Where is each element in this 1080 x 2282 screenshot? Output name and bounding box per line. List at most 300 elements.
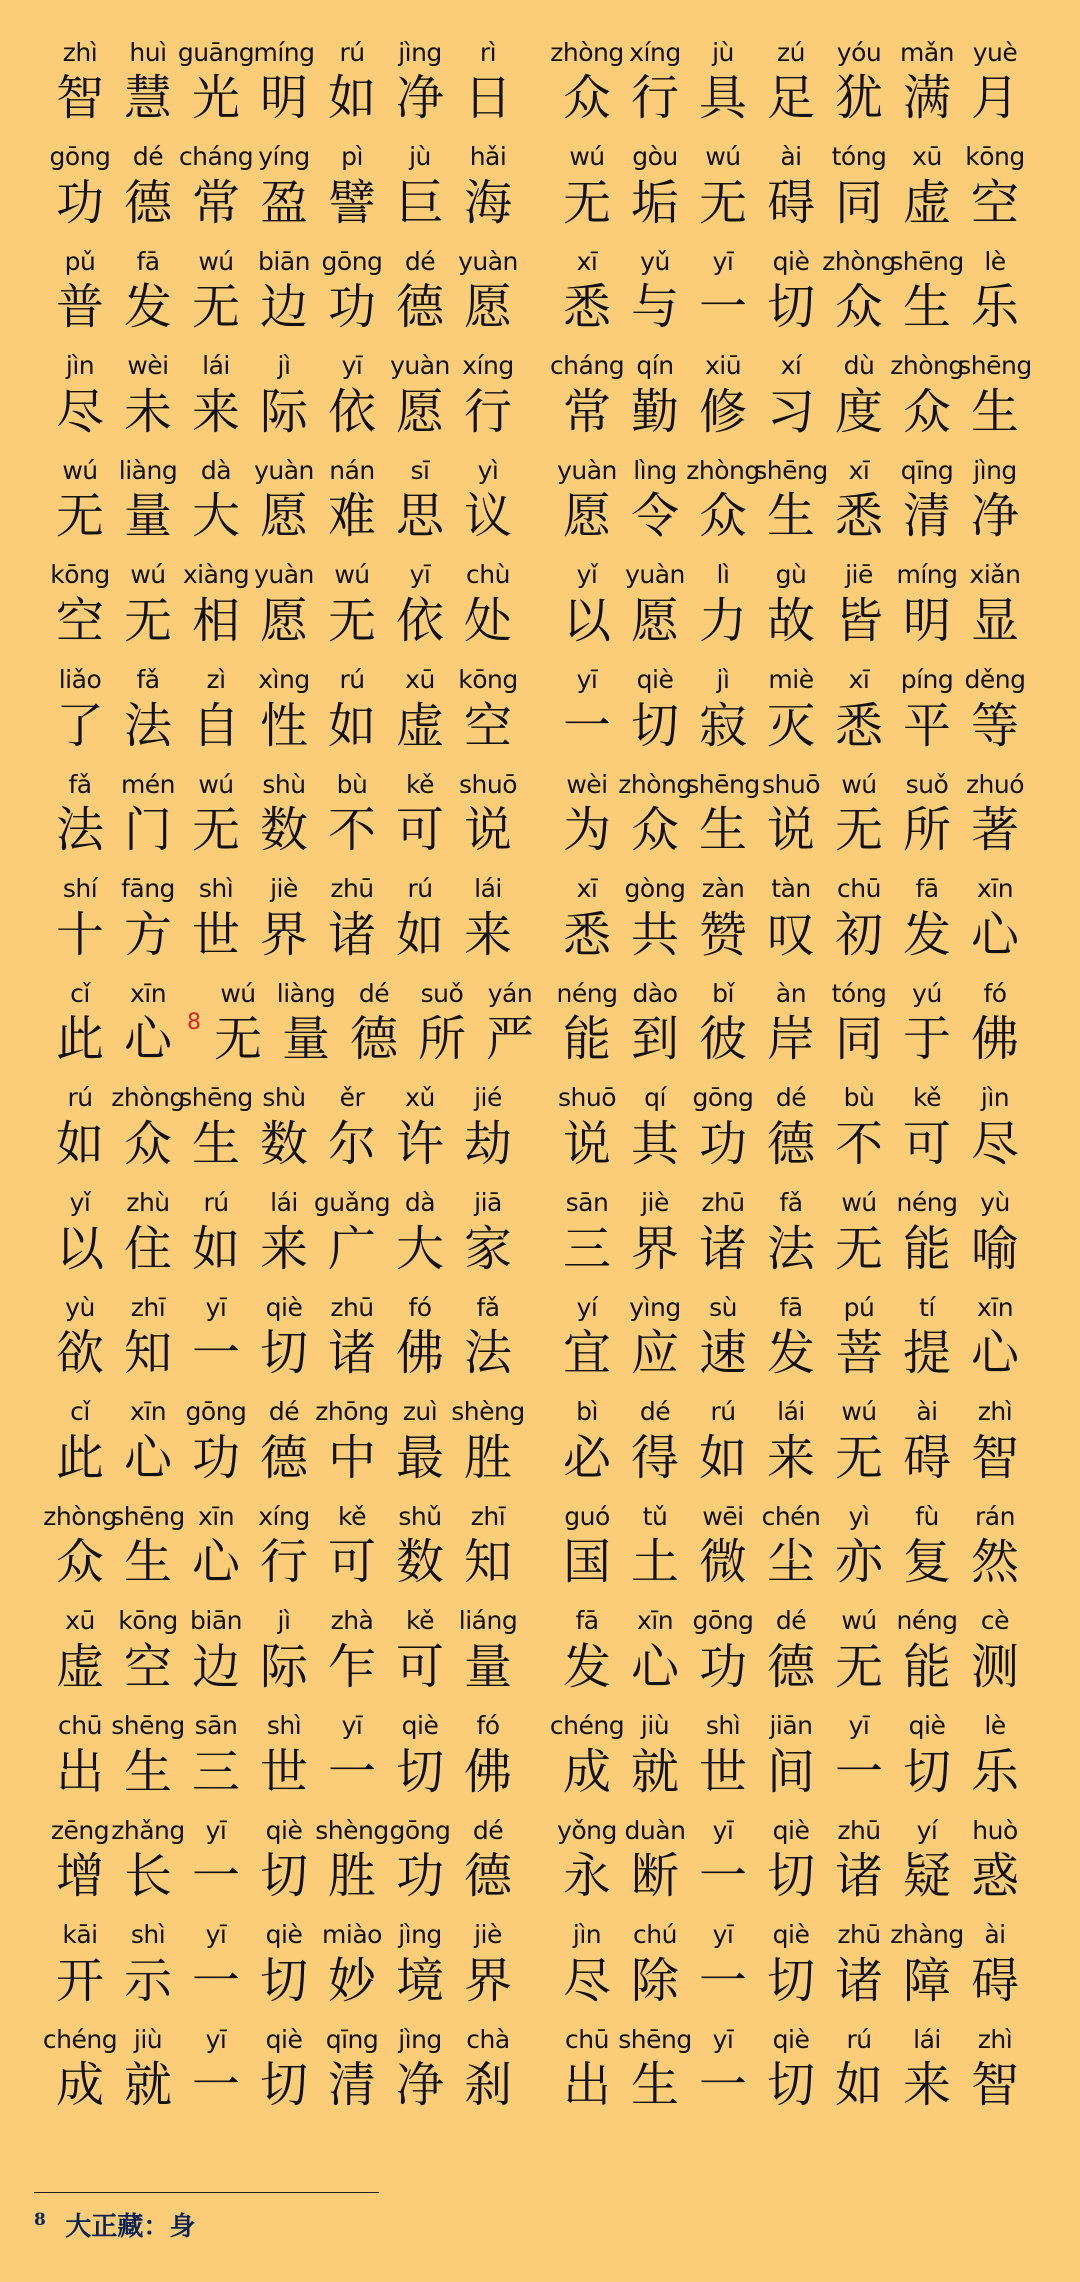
verse-line bbox=[46, 557, 544, 662]
hanzi-character: 量 bbox=[463, 1638, 512, 1695]
hanzi-character: 众 bbox=[834, 279, 883, 336]
hanzi-character: 赞 bbox=[698, 906, 747, 963]
verse-line bbox=[553, 1917, 1029, 2022]
verse-line bbox=[553, 1394, 1029, 1499]
hanzi-character: 出 bbox=[55, 1743, 104, 1800]
pinyin-syllable: jiē bbox=[845, 560, 873, 590]
pinyin-syllable: chéng bbox=[42, 2024, 118, 2054]
pinyin-syllable: guó bbox=[564, 1501, 610, 1531]
pinyin-syllable: jiù bbox=[133, 2024, 163, 2054]
hanzi-character: 复 bbox=[902, 1534, 951, 1591]
pinyin-syllable: wèi bbox=[566, 769, 608, 799]
hanzi-character: 勤 bbox=[630, 383, 679, 440]
pinyin-syllable: chén bbox=[761, 1501, 821, 1531]
hanzi-character: 性 bbox=[259, 697, 308, 754]
hanzi-character: 度 bbox=[834, 383, 883, 440]
pinyin-syllable: shuō bbox=[557, 1083, 616, 1113]
hanzi-character: 习 bbox=[766, 383, 815, 440]
hanzi-character: 诸 bbox=[327, 906, 376, 963]
pinyin-syllable: shēng bbox=[890, 246, 964, 276]
hanzi-character: 惑 bbox=[970, 1848, 1019, 1905]
hanzi-character: 同 bbox=[834, 1011, 883, 1068]
hanzi-character: 巨 bbox=[395, 174, 444, 231]
pinyin-syllable: shèng bbox=[315, 1815, 389, 1845]
pinyin-syllable: kě bbox=[406, 1606, 434, 1636]
hanzi-character: 法 bbox=[55, 802, 104, 859]
pinyin-row bbox=[43, 1498, 544, 1534]
hanzi-row bbox=[553, 1744, 1029, 1800]
verse-line bbox=[550, 34, 1029, 139]
verse-column-right bbox=[549, 34, 1032, 2126]
hanzi-character: 发 bbox=[766, 1325, 815, 1382]
pinyin-row bbox=[553, 766, 1029, 802]
hanzi-character: 最 bbox=[395, 1429, 444, 1486]
pinyin-syllable: kōng bbox=[965, 142, 1025, 172]
pinyin-syllable: yī bbox=[712, 1815, 734, 1845]
pinyin-row bbox=[46, 1708, 544, 1744]
hanzi-character: 诸 bbox=[698, 1220, 747, 1277]
pinyin-syllable: zhù bbox=[126, 1188, 170, 1218]
hanzi-character: 无 bbox=[327, 592, 376, 649]
pinyin-row bbox=[553, 452, 1029, 488]
pinyin-syllable: liáng bbox=[458, 1606, 518, 1636]
hanzi-character: 足 bbox=[766, 70, 815, 126]
hanzi-character: 界 bbox=[630, 1220, 679, 1277]
pinyin-row bbox=[46, 139, 544, 175]
pinyin-row bbox=[553, 871, 1029, 907]
pinyin-syllable: wú bbox=[569, 142, 605, 172]
pinyin-syllable: yóu bbox=[836, 37, 882, 67]
hanzi-character: 空 bbox=[55, 592, 104, 649]
pinyin-syllable: zhū bbox=[330, 874, 374, 904]
pinyin-syllable: dé bbox=[775, 1083, 807, 1113]
hanzi-character: 无 bbox=[191, 279, 240, 336]
hanzi-character: 了 bbox=[55, 697, 104, 754]
hanzi-character: 切 bbox=[766, 2057, 815, 2114]
hanzi-character: 叹 bbox=[766, 906, 815, 963]
pinyin-syllable: shù bbox=[262, 1083, 306, 1113]
pinyin-syllable: yī bbox=[848, 1711, 870, 1740]
hanzi-character: 增 bbox=[55, 1848, 104, 1905]
hanzi-row bbox=[46, 1848, 544, 1904]
hanzi-character: 依 bbox=[327, 383, 376, 440]
hanzi-character: 心 bbox=[970, 1325, 1019, 1382]
hanzi-character: 诸 bbox=[834, 1952, 883, 2009]
pinyin-syllable: shèng bbox=[451, 1397, 525, 1427]
hanzi-character: 成 bbox=[562, 1743, 611, 1800]
hanzi-character: 悉 bbox=[834, 488, 883, 545]
hanzi-character: 乍 bbox=[327, 1638, 376, 1695]
pinyin-syllable: qí bbox=[644, 1083, 666, 1113]
hanzi-character: 法 bbox=[463, 1325, 512, 1382]
hanzi-character: 可 bbox=[395, 802, 444, 859]
hanzi-character: 喻 bbox=[970, 1220, 1019, 1277]
footnote-marker-number: 8 bbox=[187, 1010, 201, 1036]
hanzi-character: 满 bbox=[902, 70, 951, 126]
pinyin-syllable: qiè bbox=[772, 1815, 810, 1845]
pinyin-syllable: yán bbox=[487, 978, 533, 1008]
pinyin-syllable: biān bbox=[190, 1606, 242, 1636]
pinyin-syllable: lái bbox=[474, 874, 502, 904]
hanzi-character: 生 bbox=[191, 1115, 240, 1172]
hanzi-character: 切 bbox=[766, 279, 815, 336]
pinyin-syllable: dù bbox=[843, 351, 875, 381]
hanzi-character: 显 bbox=[970, 592, 1019, 649]
hanzi-character: 净 bbox=[395, 2057, 444, 2114]
verse-line bbox=[553, 452, 1029, 557]
pinyin-syllable: suǒ bbox=[905, 769, 949, 799]
hanzi-character: 以 bbox=[562, 592, 611, 649]
verse-line bbox=[553, 2021, 1029, 2126]
pinyin-syllable: jiān bbox=[769, 1711, 813, 1740]
pinyin-syllable: sù bbox=[709, 1292, 737, 1322]
pinyin-syllable: cè bbox=[980, 1606, 1010, 1636]
pinyin-syllable: jì bbox=[277, 351, 291, 381]
hanzi-character: 尽 bbox=[562, 1952, 611, 2009]
hanzi-character: 与 bbox=[630, 279, 679, 336]
pinyin-row bbox=[46, 1289, 544, 1325]
hanzi-character: 说 bbox=[766, 802, 815, 859]
hanzi-character: 不 bbox=[834, 1115, 883, 1172]
hanzi-character: 家 bbox=[463, 1220, 512, 1277]
hanzi-character: 智 bbox=[970, 1429, 1019, 1486]
verse-line bbox=[42, 2021, 544, 2126]
pinyin-row bbox=[553, 1812, 1029, 1848]
hanzi-character: 尔 bbox=[327, 1115, 376, 1172]
pinyin-syllable: biān bbox=[258, 246, 310, 276]
hanzi-character: 平 bbox=[902, 697, 951, 754]
hanzi-character: 光 bbox=[191, 70, 240, 126]
hanzi-character: 示 bbox=[123, 1952, 172, 2009]
hanzi-character: 生 bbox=[698, 802, 747, 859]
hanzi-character: 常 bbox=[562, 383, 611, 440]
hanzi-character: 如 bbox=[55, 1115, 104, 1172]
pinyin-syllable: xū bbox=[912, 142, 942, 172]
pinyin-syllable: shēng bbox=[754, 455, 828, 485]
pinyin-syllable: xǔ bbox=[405, 1083, 435, 1113]
pinyin-syllable: xī bbox=[576, 874, 598, 904]
hanzi-character: 心 bbox=[123, 1011, 172, 1068]
pinyin-syllable: fā bbox=[575, 1606, 599, 1636]
verse-line bbox=[46, 1603, 544, 1708]
footnote-number: 8 bbox=[34, 2210, 46, 2230]
pinyin-syllable: xìng bbox=[258, 665, 310, 695]
pinyin-syllable: tóng bbox=[831, 142, 887, 172]
hanzi-character: 就 bbox=[123, 2057, 172, 2114]
pinyin-syllable: rú bbox=[339, 37, 365, 67]
verse-line bbox=[46, 975, 544, 1080]
hanzi-character: 能 bbox=[562, 1011, 611, 1068]
pinyin-syllable: wú bbox=[705, 142, 741, 172]
pinyin-syllable: zhòng bbox=[618, 769, 692, 799]
hanzi-character: 明 bbox=[259, 70, 308, 126]
verse-line bbox=[46, 1394, 544, 1499]
pinyin-syllable: jìng bbox=[398, 1920, 442, 1950]
pinyin-row bbox=[46, 452, 544, 488]
hanzi-row bbox=[46, 384, 544, 440]
pinyin-row bbox=[46, 975, 544, 1011]
pinyin-syllable: chū bbox=[58, 1711, 102, 1740]
pinyin-syllable: yuè bbox=[972, 37, 1018, 67]
pinyin-syllable: yí bbox=[916, 1815, 938, 1845]
hanzi-character: 切 bbox=[259, 2057, 308, 2114]
pinyin-syllable: lái bbox=[202, 351, 230, 381]
pinyin-syllable: jiè bbox=[641, 1188, 669, 1218]
hanzi-character: 大 bbox=[191, 488, 240, 545]
hanzi-row bbox=[46, 1430, 544, 1486]
pinyin-row bbox=[553, 1185, 1029, 1221]
pinyin-syllable: fā bbox=[779, 1292, 803, 1322]
hanzi-character: 为 bbox=[562, 802, 611, 859]
verse-line bbox=[43, 1498, 544, 1603]
verse-line bbox=[46, 662, 544, 767]
pinyin-syllable: kōng bbox=[118, 1606, 178, 1636]
pinyin-syllable: zhī bbox=[130, 1292, 166, 1322]
hanzi-character: 依 bbox=[395, 592, 444, 649]
pinyin-syllable: wú bbox=[198, 246, 234, 276]
hanzi-character: 慧 bbox=[123, 70, 172, 126]
hanzi-character: 灭 bbox=[766, 697, 815, 754]
hanzi-character: 严 bbox=[485, 1011, 534, 1068]
verse-line bbox=[46, 1080, 544, 1185]
hanzi-character: 量 bbox=[123, 488, 172, 545]
pinyin-syllable: gōng bbox=[185, 1397, 247, 1427]
hanzi-character: 著 bbox=[970, 802, 1019, 859]
hanzi-character: 能 bbox=[902, 1638, 951, 1695]
pinyin-syllable: yuàn bbox=[254, 560, 314, 590]
hanzi-character: 一 bbox=[698, 1848, 747, 1905]
hanzi-character: 知 bbox=[123, 1325, 172, 1382]
pinyin-row bbox=[549, 348, 1032, 384]
hanzi-character: 发 bbox=[902, 906, 951, 963]
hanzi-character: 速 bbox=[698, 1325, 747, 1382]
pinyin-syllable: xíng bbox=[462, 351, 514, 381]
pinyin-syllable: shēng bbox=[686, 769, 760, 799]
hanzi-character: 切 bbox=[259, 1952, 308, 2009]
hanzi-character: 得 bbox=[630, 1429, 679, 1486]
hanzi-character: 切 bbox=[259, 1325, 308, 1382]
hanzi-character: 虚 bbox=[902, 174, 951, 231]
pinyin-syllable: kāi bbox=[62, 1920, 98, 1950]
pinyin-row bbox=[46, 1185, 544, 1221]
hanzi-character: 月 bbox=[970, 70, 1019, 126]
pinyin-syllable: yuàn bbox=[390, 351, 450, 381]
verse-line bbox=[46, 1708, 544, 1813]
hanzi-character: 障 bbox=[902, 1952, 951, 2009]
hanzi-character: 数 bbox=[259, 802, 308, 859]
hanzi-character: 来 bbox=[463, 906, 512, 963]
hanzi-character: 一 bbox=[562, 697, 611, 754]
hanzi-row bbox=[46, 802, 544, 858]
pinyin-row bbox=[553, 2021, 1029, 2057]
hanzi-character: 众 bbox=[55, 1534, 104, 1591]
verse-line bbox=[46, 1185, 544, 1290]
pinyin-syllable: jiè bbox=[474, 1920, 502, 1950]
hanzi-row bbox=[553, 1639, 1029, 1695]
hanzi-row bbox=[553, 1430, 1029, 1486]
pinyin-syllable: bǐ bbox=[712, 978, 734, 1008]
hanzi-character: 法 bbox=[766, 1220, 815, 1277]
pinyin-syllable: zēng bbox=[50, 1815, 110, 1845]
pinyin-syllable: pì bbox=[341, 142, 363, 172]
pinyin-syllable: qiè bbox=[772, 246, 810, 276]
pinyin-syllable: fǎ bbox=[779, 1188, 803, 1218]
hanzi-character: 无 bbox=[834, 1429, 883, 1486]
hanzi-character: 胜 bbox=[327, 1848, 376, 1905]
hanzi-character: 德 bbox=[463, 1848, 512, 1905]
pinyin-syllable: lè bbox=[984, 1711, 1006, 1740]
pinyin-syllable: nán bbox=[329, 455, 375, 485]
pinyin-syllable: cháng bbox=[549, 351, 625, 381]
hanzi-character: 如 bbox=[327, 70, 376, 126]
verse-line bbox=[553, 1080, 1029, 1185]
hanzi-character: 尽 bbox=[55, 383, 104, 440]
pinyin-syllable: yī bbox=[712, 2024, 734, 2054]
hanzi-character: 尘 bbox=[766, 1534, 815, 1591]
pinyin-syllable: wú bbox=[334, 560, 370, 590]
pinyin-row bbox=[46, 1917, 544, 1953]
pinyin-syllable: zhì bbox=[977, 1397, 1013, 1427]
hanzi-character: 清 bbox=[327, 2057, 376, 2114]
pinyin-syllable: sān bbox=[565, 1188, 609, 1218]
hanzi-character: 如 bbox=[191, 1220, 240, 1277]
verse-line bbox=[553, 1812, 1029, 1917]
hanzi-character: 寂 bbox=[698, 697, 747, 754]
hanzi-character: 切 bbox=[766, 1952, 815, 2009]
hanzi-row bbox=[553, 175, 1029, 231]
hanzi-character: 生 bbox=[123, 1743, 172, 1800]
verse-line bbox=[46, 1289, 544, 1394]
pinyin-syllable: yì bbox=[848, 1501, 870, 1531]
hanzi-character: 然 bbox=[970, 1534, 1019, 1591]
footnote-divider bbox=[34, 2192, 379, 2193]
hanzi-character: 其 bbox=[630, 1115, 679, 1172]
hanzi-row bbox=[553, 1011, 1029, 1067]
hanzi-character: 长 bbox=[123, 1848, 172, 1905]
pinyin-syllable: xiǎn bbox=[969, 560, 1021, 590]
hanzi-character: 碍 bbox=[766, 174, 815, 231]
pinyin-syllable: xī bbox=[848, 665, 870, 695]
pinyin-syllable: tǔ bbox=[642, 1501, 668, 1531]
hanzi-character: 此 bbox=[55, 1011, 104, 1068]
pinyin-row bbox=[46, 662, 544, 698]
pinyin-syllable: fù bbox=[915, 1501, 939, 1531]
pinyin-syllable: dé bbox=[472, 1815, 504, 1845]
hanzi-character: 智 bbox=[970, 2057, 1019, 2114]
hanzi-character: 愿 bbox=[630, 592, 679, 649]
hanzi-character: 初 bbox=[834, 906, 883, 963]
pinyin-syllable: yú bbox=[912, 978, 942, 1008]
pinyin-syllable: xū bbox=[65, 1606, 95, 1636]
pinyin-syllable: cháng bbox=[178, 142, 254, 172]
pinyin-syllable: qiè bbox=[772, 1920, 810, 1950]
verse-line bbox=[553, 871, 1029, 976]
hanzi-character: 法 bbox=[123, 697, 172, 754]
hanzi-character: 间 bbox=[766, 1743, 815, 1800]
pinyin-syllable: mǎn bbox=[899, 37, 955, 67]
pinyin-row bbox=[46, 557, 544, 593]
pinyin-syllable: sī bbox=[410, 455, 430, 485]
hanzi-character: 愿 bbox=[463, 279, 512, 336]
pinyin-syllable: gù bbox=[775, 560, 807, 590]
hanzi-row bbox=[553, 1116, 1029, 1172]
hanzi-character: 悉 bbox=[562, 906, 611, 963]
hanzi-character: 提 bbox=[902, 1325, 951, 1382]
pinyin-syllable: xiàng bbox=[182, 560, 250, 590]
pinyin-syllable: tóng bbox=[831, 978, 887, 1008]
hanzi-character: 力 bbox=[698, 592, 747, 649]
pinyin-syllable: wú bbox=[841, 769, 877, 799]
hanzi-character: 生 bbox=[630, 2057, 679, 2114]
hanzi-character: 空 bbox=[463, 697, 512, 754]
hanzi-character: 皆 bbox=[834, 592, 883, 649]
pinyin-syllable: zhī bbox=[470, 1501, 506, 1531]
hanzi-character: 可 bbox=[902, 1115, 951, 1172]
pinyin-syllable: kōng bbox=[458, 665, 518, 695]
pinyin-syllable: xīn bbox=[197, 1501, 235, 1531]
pinyin-row bbox=[550, 34, 1029, 70]
hanzi-row bbox=[553, 2057, 1029, 2113]
hanzi-character: 德 bbox=[259, 1429, 308, 1486]
hanzi-character: 盈 bbox=[259, 174, 308, 231]
hanzi-character: 生 bbox=[902, 279, 951, 336]
hanzi-character: 无 bbox=[213, 1011, 262, 1068]
hanzi-character: 一 bbox=[834, 1743, 883, 1800]
hanzi-character: 修 bbox=[698, 383, 747, 440]
pinyin-syllable: wú bbox=[220, 978, 256, 1008]
pinyin-syllable: qiè bbox=[772, 2024, 810, 2054]
hanzi-character: 一 bbox=[698, 2057, 747, 2114]
hanzi-character: 无 bbox=[562, 174, 611, 231]
pinyin-syllable: zhū bbox=[330, 1292, 374, 1322]
hanzi-character: 愿 bbox=[395, 383, 444, 440]
pinyin-syllable: àn bbox=[775, 978, 807, 1008]
pinyin-syllable: gōng bbox=[692, 1606, 754, 1636]
hanzi-character: 说 bbox=[463, 802, 512, 859]
pinyin-row bbox=[553, 557, 1029, 593]
pinyin-row bbox=[46, 243, 544, 279]
pinyin-syllable: xiū bbox=[704, 351, 742, 381]
hanzi-character: 佛 bbox=[395, 1325, 444, 1382]
hanzi-row bbox=[46, 1221, 544, 1277]
hanzi-character: 行 bbox=[463, 383, 512, 440]
hanzi-character: 智 bbox=[55, 70, 104, 126]
verse-line bbox=[553, 1289, 1029, 1394]
pinyin-syllable: yǐ bbox=[69, 1188, 91, 1218]
pinyin-syllable: shǔ bbox=[398, 1501, 442, 1531]
hanzi-character: 切 bbox=[766, 1848, 815, 1905]
pinyin-syllable: kě bbox=[913, 1083, 941, 1113]
pinyin-syllable: kě bbox=[406, 769, 434, 799]
pinyin-syllable: qiè bbox=[908, 1711, 946, 1740]
hanzi-row bbox=[46, 1953, 544, 2009]
hanzi-character: 数 bbox=[395, 1534, 444, 1591]
pinyin-syllable: zhòng bbox=[550, 37, 624, 67]
pinyin-syllable: fǎ bbox=[136, 665, 160, 695]
hanzi-character: 无 bbox=[698, 174, 747, 231]
pinyin-syllable: chū bbox=[565, 2024, 609, 2054]
hanzi-row bbox=[46, 1325, 544, 1381]
hanzi-row bbox=[46, 1534, 544, 1590]
pinyin-syllable: fó bbox=[476, 1711, 500, 1740]
hanzi-character: 边 bbox=[191, 1638, 240, 1695]
pinyin-syllable: xī bbox=[576, 246, 598, 276]
hanzi-character: 就 bbox=[630, 1743, 679, 1800]
hanzi-character: 虚 bbox=[395, 697, 444, 754]
pinyin-syllable: dé bbox=[268, 1397, 300, 1427]
hanzi-character: 世 bbox=[698, 1743, 747, 1800]
verse-line bbox=[46, 243, 544, 348]
